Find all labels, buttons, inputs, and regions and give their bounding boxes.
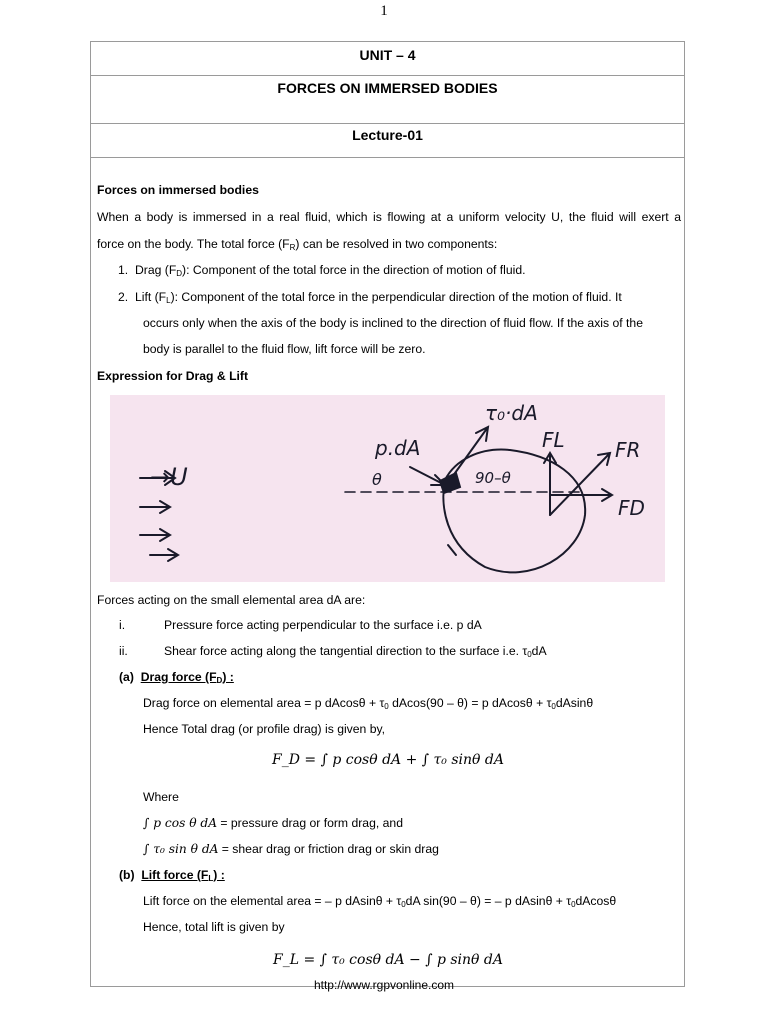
subscript: D bbox=[216, 676, 223, 685]
subscript: 0 bbox=[527, 650, 532, 659]
list-item-lift bbox=[118, 290, 622, 305]
paragraph-line-1: When a body is immersed in a real fluid, which is flowing at a uniform velocity U, the fluid will exert a bbox=[97, 210, 681, 224]
immersed-body-outline bbox=[443, 450, 585, 573]
resultant-arrow bbox=[550, 453, 610, 515]
text-span: ): Component of the total force in the direction of motion of fluid. bbox=[182, 263, 526, 277]
subscript: L bbox=[166, 296, 171, 305]
text-span: dAcos(90 – θ) = p dAcosθ + τ bbox=[388, 696, 552, 710]
text-span: Drag (F bbox=[134, 263, 177, 277]
label-shear: τ₀·dA bbox=[485, 401, 538, 425]
text-span: ): Component of the total force in the perpendicular direction of the motion of fluid. It bbox=[170, 290, 622, 304]
label-pressure: p.dA bbox=[375, 436, 421, 460]
text-span bbox=[141, 670, 234, 684]
drag-line-1 bbox=[143, 696, 593, 711]
section-heading-expression: Expression for Drag & Lift bbox=[97, 369, 249, 383]
lecture-heading: Lecture-01 bbox=[91, 123, 684, 158]
drag-definition-2 bbox=[143, 842, 439, 856]
label-lift: FL bbox=[542, 428, 565, 452]
text-span: dA bbox=[531, 644, 547, 658]
text-span: ) : bbox=[213, 868, 225, 882]
subscript: 0 bbox=[401, 900, 406, 909]
lift-equation: F_L = ∫ τ₀ cosθ dA − ∫ p sinθ dA bbox=[272, 952, 503, 968]
section-heading-forces: Forces on immersed bodies bbox=[97, 183, 259, 197]
text-span: = pressure drag or form drag, and bbox=[217, 816, 403, 830]
list-number: i. bbox=[119, 618, 126, 632]
text-span: ) : bbox=[222, 670, 234, 684]
text-span: force on the body. The total force (F bbox=[97, 237, 290, 251]
math-span: ∫ p cos θ dA bbox=[143, 816, 218, 830]
text-span: Lift force (F bbox=[141, 868, 209, 882]
subscript: L bbox=[208, 874, 214, 883]
text-span: Lift force on the elemental area = – p dAsinθ + τ bbox=[143, 894, 402, 908]
text-span: (a) bbox=[119, 670, 134, 684]
drag-definition-1 bbox=[143, 816, 403, 830]
page-title: FORCES ON IMMERSED BODIES bbox=[91, 75, 684, 124]
text-span: Shear force acting along the tangential direction to the surface i.e. τ bbox=[164, 644, 528, 658]
drag-equation: F_D = ∫ p cosθ dA + ∫ τ₀ sinθ dA bbox=[272, 752, 504, 768]
list-number: 1. bbox=[118, 263, 129, 277]
text-span bbox=[141, 868, 224, 882]
list-item-drag bbox=[118, 263, 526, 278]
label-drag: FD bbox=[618, 496, 645, 520]
footer-url: http://www.rgpvonline.com bbox=[313, 978, 455, 992]
figure-sketch bbox=[110, 395, 665, 582]
subscript: 0 bbox=[571, 900, 576, 909]
subscript: R bbox=[289, 243, 296, 252]
text-span bbox=[164, 644, 547, 659]
list-number: 2. bbox=[118, 290, 129, 304]
text-span: Pressure force acting perpendicular to the surface i.e. p dA bbox=[164, 618, 482, 632]
label-velocity: →U bbox=[150, 463, 188, 491]
text-span: (b) bbox=[119, 868, 135, 882]
text-span: dA sin(90 – θ) = – p dAsinθ + τ bbox=[405, 894, 572, 908]
unit-heading: UNIT – 4 bbox=[91, 42, 684, 76]
text-span: Lift (F bbox=[134, 290, 167, 304]
page-number: 1 bbox=[380, 3, 388, 19]
drag-lift-figure bbox=[110, 395, 665, 582]
label-resultant: FR bbox=[615, 438, 641, 462]
text-span: Drag force (F bbox=[140, 670, 217, 684]
lift-line-2: Hence, total lift is given by bbox=[143, 920, 285, 934]
paragraph-line-2 bbox=[97, 237, 497, 252]
text-span: ) can be resolved in two components: bbox=[295, 237, 498, 251]
list-item-lift-line3: body is parallel to the fluid flow, lift force will be zero. bbox=[143, 342, 426, 356]
where-label: Where bbox=[143, 790, 179, 804]
text-span: = shear drag or friction drag or skin drag bbox=[218, 842, 439, 856]
roman-item-1 bbox=[119, 618, 482, 632]
drag-line-2: Hence Total drag (or profile drag) is given by, bbox=[143, 722, 386, 736]
label-ninety-minus-theta: 90–θ bbox=[475, 469, 511, 487]
drag-force-heading bbox=[119, 670, 234, 685]
math-span: ∫ τ₀ sin θ dA bbox=[143, 842, 219, 856]
elemental-area bbox=[440, 473, 460, 493]
text-span: dAsinθ bbox=[555, 696, 594, 710]
forces-intro: Forces acting on the small elemental area dA are: bbox=[97, 593, 366, 607]
text-span: dAcosθ bbox=[575, 894, 617, 908]
list-item-lift-line2: occurs only when the axis of the body is inclined to the direction of fluid flow. If the axis of the bbox=[143, 316, 643, 330]
body-detail bbox=[448, 545, 456, 555]
label-theta: θ bbox=[372, 470, 382, 489]
flow-arrow-3 bbox=[140, 529, 170, 541]
flow-arrow-2 bbox=[140, 501, 170, 513]
subscript: D bbox=[176, 269, 183, 278]
list-number: ii. bbox=[119, 644, 128, 658]
text-span: Drag force on elemental area = p dAcosθ + τ bbox=[143, 696, 385, 710]
subscript: 0 bbox=[384, 702, 389, 711]
flow-arrow-4 bbox=[150, 549, 178, 561]
lift-force-heading bbox=[119, 868, 225, 883]
subscript: 0 bbox=[551, 702, 556, 711]
lift-line-1 bbox=[143, 894, 616, 909]
